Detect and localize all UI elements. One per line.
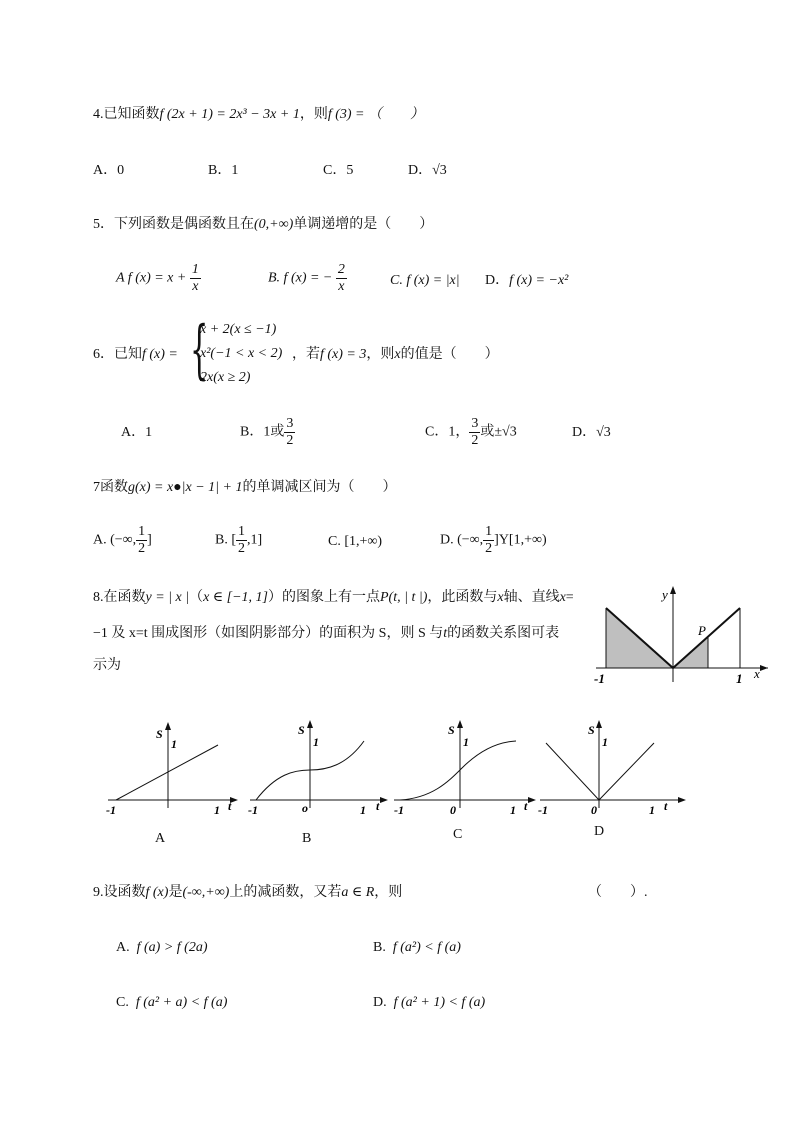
arrow-s-icon — [596, 720, 602, 728]
q6-case-2: x²(−1 < x < 2) — [200, 346, 283, 361]
label-s: S — [156, 727, 163, 741]
label-neg1: -1 — [394, 803, 404, 817]
label-pos1: 1 — [214, 803, 220, 817]
q9-answer-paren: （ ）. — [588, 885, 648, 900]
q9-option-c[interactable]: C. f (a² + a) < f (a) — [116, 995, 228, 1010]
fig-p-label: P — [698, 623, 706, 638]
arrow-t-icon — [678, 797, 686, 803]
label-origin: 0 — [450, 803, 456, 817]
label-origin: o — [302, 801, 308, 815]
label-t: t — [524, 799, 528, 813]
x-arrow-icon — [760, 665, 768, 671]
label-one: 1 — [463, 735, 469, 749]
label-one: 1 — [602, 735, 608, 749]
q6-case-1: x + 2(x ≤ −1) — [200, 322, 277, 337]
label-pos1: 1 — [510, 803, 516, 817]
fig-y-label: y — [662, 587, 668, 602]
q8-line-3: 示为 — [93, 658, 121, 673]
q6-option-b[interactable]: B．1或 $\frac{3}{2}$ — [240, 416, 294, 448]
label-one: 1 — [171, 737, 177, 751]
label-s: S — [298, 723, 305, 737]
q4-option-c[interactable]: C．5 — [323, 163, 354, 178]
q7-option-b[interactable]: B. [ $\frac{1}{2}$ ,1] — [215, 524, 263, 556]
curve — [116, 745, 218, 800]
q6-option-d[interactable]: D．√3 — [572, 425, 611, 440]
curve — [546, 743, 654, 800]
graph-d[interactable] — [538, 716, 688, 824]
label-t: t — [228, 799, 232, 813]
q6-option-a[interactable]: A．1 — [121, 425, 153, 440]
y-arrow-icon — [670, 586, 676, 594]
q7-option-d[interactable]: D. (−∞, $\frac{1}{2}$ ]Y[1,+∞) — [440, 524, 547, 556]
label-t: t — [376, 799, 380, 813]
q5-option-b[interactable]: B. f (x) = − $\frac{2}{x}$ — [268, 262, 345, 294]
q6-stem-post: ，若f (x) = 3，则x的值是（ ） — [292, 347, 499, 362]
q6-option-c[interactable]: C．1， $\frac{3}{2}$ 或±√3 — [425, 416, 517, 448]
label-one: 1 — [313, 735, 319, 749]
label-neg1: -1 — [538, 803, 548, 817]
q5-stem: 5．下列函数是偶函数且在(0,+∞)单调递增的是（ ） — [93, 217, 434, 232]
label-origin: 0 — [591, 803, 597, 817]
fig-x-label: x — [754, 666, 760, 681]
q8-line-2: −1 及 x=t 围成图形（如图阴影部分）的面积为 S，则 S 与t的函数关系图可表 — [93, 626, 560, 641]
q4-option-b[interactable]: B．1 — [208, 163, 239, 178]
q5-option-c[interactable]: C. f (x) = |x| — [390, 273, 460, 288]
brace-glyph: { — [190, 313, 209, 387]
q4-expression: f (2x + 1) = 2x³ − 3x + 1 — [159, 107, 300, 122]
q9-option-d[interactable]: D. f (a² + 1) < f (a) — [373, 995, 486, 1010]
arrow-t-icon — [528, 797, 536, 803]
fig-neg1-label: -1 — [594, 671, 605, 686]
q6-stem-pre: 6．已知f (x) = — [93, 347, 178, 362]
q4-option-d[interactable]: D．√3 — [408, 163, 447, 178]
label-neg1: -1 — [106, 803, 116, 817]
graph-a-label: A — [155, 831, 166, 846]
graph-b[interactable] — [246, 716, 390, 826]
q8-line-1: 8.在函数y = | x |（x ∈ [−1, 1]）的图象上有一点P(t, | t |)，此函数与x轴、直线x= — [93, 590, 574, 605]
q8-reference-figure — [588, 582, 778, 692]
arrow-s-icon — [165, 722, 171, 730]
q9-option-a[interactable]: A. f (a) > f (2a) — [116, 940, 208, 955]
graph-c-label: C — [453, 827, 463, 842]
label-neg1: -1 — [248, 803, 258, 817]
q9-option-b[interactable]: B. f (a²) < f (a) — [373, 940, 461, 955]
q5-option-d[interactable]: D．f (x) = −x² — [485, 273, 569, 288]
q7-stem: 7函数g(x) = x●|x − 1| + 1的单调减区间为（ ） — [93, 480, 397, 495]
fig-pos1-label: 1 — [736, 671, 743, 686]
arrow-s-icon — [457, 720, 463, 728]
label-s: S — [448, 723, 455, 737]
q7-option-c[interactable]: C. [1,+∞) — [328, 534, 383, 549]
label-s: S — [588, 723, 595, 737]
q9-stem: 9.设函数f (x)是(-∞,+∞)上的减函数，又若a ∈ R，则 — [93, 885, 403, 900]
arrow-s-icon — [307, 720, 313, 728]
label-pos1: 1 — [360, 803, 366, 817]
arrow-t-icon — [380, 797, 388, 803]
graph-a[interactable] — [104, 718, 240, 826]
graph-c[interactable] — [392, 716, 538, 826]
graph-d-label: D — [594, 824, 605, 839]
label-pos1: 1 — [649, 803, 655, 817]
label-t: t — [664, 799, 668, 813]
q4-stem: 4.已知函数f (2x + 1) = 2x³ − 3x + 1，则f (3) = （ ） — [93, 107, 425, 122]
q5-option-a[interactable]: A f (x) = x + $\frac{1}{x}$ — [116, 262, 199, 294]
q4-option-a[interactable]: A．0 — [93, 163, 125, 178]
q4-ask: f (3) = （ ） — [327, 107, 425, 122]
graph-b-label: B — [302, 831, 312, 846]
q6-case-3: 2x(x ≥ 2) — [200, 370, 251, 385]
curve — [400, 741, 516, 800]
q7-option-a[interactable]: A. (−∞, $\frac{1}{2}$ ] — [93, 524, 152, 556]
